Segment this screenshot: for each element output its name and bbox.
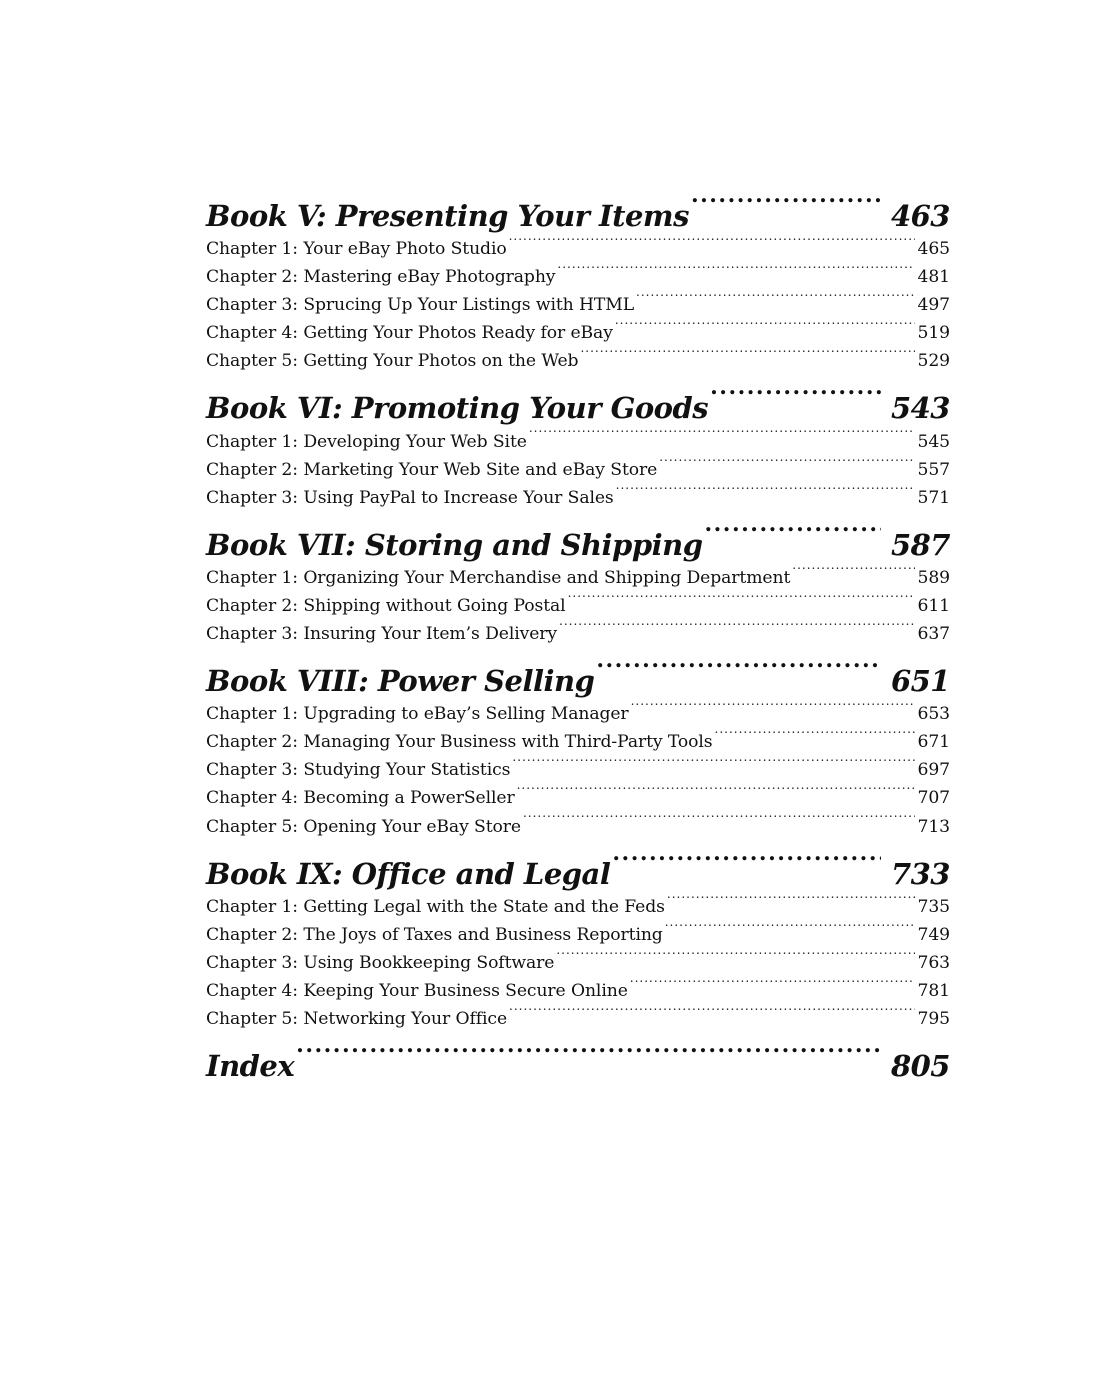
chapter-page-number: 735 [917,896,950,917]
index-heading [206,1030,950,1083]
dot-leader [509,226,916,254]
chapter-page-number: 707 [917,788,950,809]
chapter-page-number: 519 [917,323,950,344]
dot-leader [704,509,880,555]
dot-leader [665,912,916,940]
dot-leader [715,719,916,747]
chapter-page-number: 589 [917,567,950,588]
chapter-title: Chapter 3: Studying Your Statistics [206,760,511,781]
book-heading [206,645,950,699]
chapter-title: Chapter 5: Networking Your Office [206,1008,508,1029]
table-of-contents [206,180,950,1083]
chapter-title: Chapter 4: Getting Your Photos Ready for eBay [206,323,613,344]
chapter-page-number: 637 [917,624,950,645]
dot-leader [523,803,916,831]
dot-leader [792,555,915,583]
chapter-page-number: 497 [917,295,950,316]
chapter-title: Chapter 1: Organizing Your Merchandise and Shipping Department [206,567,791,588]
chapter-page-number: 653 [917,704,950,725]
book-heading [206,838,950,891]
index-section [206,1030,950,1083]
chapter-title: Chapter 1: Upgrading to eBay’s Selling Manager [206,704,629,725]
chapter-title: Chapter 1: Developing Your Web Site [206,431,527,452]
dot-leader [691,180,881,226]
chapter-title: Chapter 3: Using PayPal to Increase Your Sales [206,487,614,508]
chapter-title: Chapter 2: Managing Your Business with Third-Party Tools [206,732,713,753]
book-title: Book VIII: Power Selling [206,664,595,699]
chapter-page-number: 697 [917,760,950,781]
book-section [206,509,950,645]
dot-leader [615,310,916,338]
dot-leader [556,940,915,968]
chapter-title: Chapter 2: Mastering eBay Photography [206,267,556,288]
chapter-page-number: 481 [917,267,950,288]
book-heading [206,372,950,426]
book-section [206,838,950,1029]
chapter-page-number: 611 [917,595,950,616]
chapter-title: Chapter 1: Getting Legal with the State and the Feds [206,896,665,917]
book-title: Book VII: Storing and Shipping [206,527,703,562]
chapter-title: Chapter 4: Becoming a PowerSeller [206,788,515,809]
dot-leader [517,775,916,803]
chapter-page-number: 557 [917,459,950,480]
book-section [206,372,950,508]
dot-leader [580,338,915,366]
book-heading [206,180,950,233]
dot-leader [667,884,916,912]
dot-leader [557,254,915,282]
chapter-page-number: 671 [917,732,950,753]
book-page-number: 543 [890,391,950,426]
chapter-page-number: 763 [917,952,950,973]
chapter-title: Chapter 2: Marketing Your Web Site and eBay Store [206,459,658,480]
chapter-page-number: 545 [917,431,950,452]
chapter-title: Chapter 3: Sprucing Up Your Listings with HTML [206,295,635,316]
chapter-title: Chapter 5: Getting Your Photos on the Web [206,351,579,372]
chapter-title: Chapter 3: Using Bookkeeping Software [206,952,555,973]
index-page-number: 805 [890,1048,950,1083]
book-title: Book VI: Promoting Your Goods [206,391,709,426]
dot-leader [296,1030,881,1076]
chapter-title: Chapter 1: Your eBay Photo Studio [206,239,507,260]
book-title: Book IX: Office and Legal [206,856,611,891]
chapter-page-number: 713 [917,816,950,837]
chapter-title: Chapter 3: Insuring Your Item’s Delivery [206,624,558,645]
book-page-number: 463 [890,199,950,233]
chapter-title: Chapter 2: Shipping without Going Postal [206,595,566,616]
chapter-page-number: 781 [917,980,950,1001]
book-section [206,180,950,372]
dot-leader [631,691,916,719]
dot-leader [529,418,916,446]
chapter-page-number: 795 [917,1008,950,1029]
dot-leader [659,447,915,475]
dot-leader [512,747,915,775]
chapter-page-number: 529 [917,351,950,372]
dot-leader [559,611,915,639]
book-page-number: 587 [890,527,950,562]
dot-leader [630,968,916,996]
chapter-page-number: 465 [917,239,950,260]
chapter-page-number: 749 [917,924,950,945]
dot-leader [596,645,881,691]
dot-leader [710,372,881,418]
book-title: Book V: Presenting Your Items [206,199,689,233]
chapter-page-number: 571 [917,487,950,508]
chapter-title: Chapter 4: Keeping Your Business Secure Online [206,980,628,1001]
book-page-number: 651 [890,664,950,699]
dot-leader [612,838,881,884]
book-page-number: 733 [890,856,950,891]
book-heading [206,509,950,562]
dot-leader [509,996,915,1024]
dot-leader [616,475,916,503]
dot-leader [636,282,915,310]
index-title: Index [206,1048,295,1083]
book-section [206,645,950,837]
chapter-title: Chapter 5: Opening Your eBay Store [206,816,521,837]
chapter-title: Chapter 2: The Joys of Taxes and Business Reporting [206,924,663,945]
dot-leader [568,583,916,611]
